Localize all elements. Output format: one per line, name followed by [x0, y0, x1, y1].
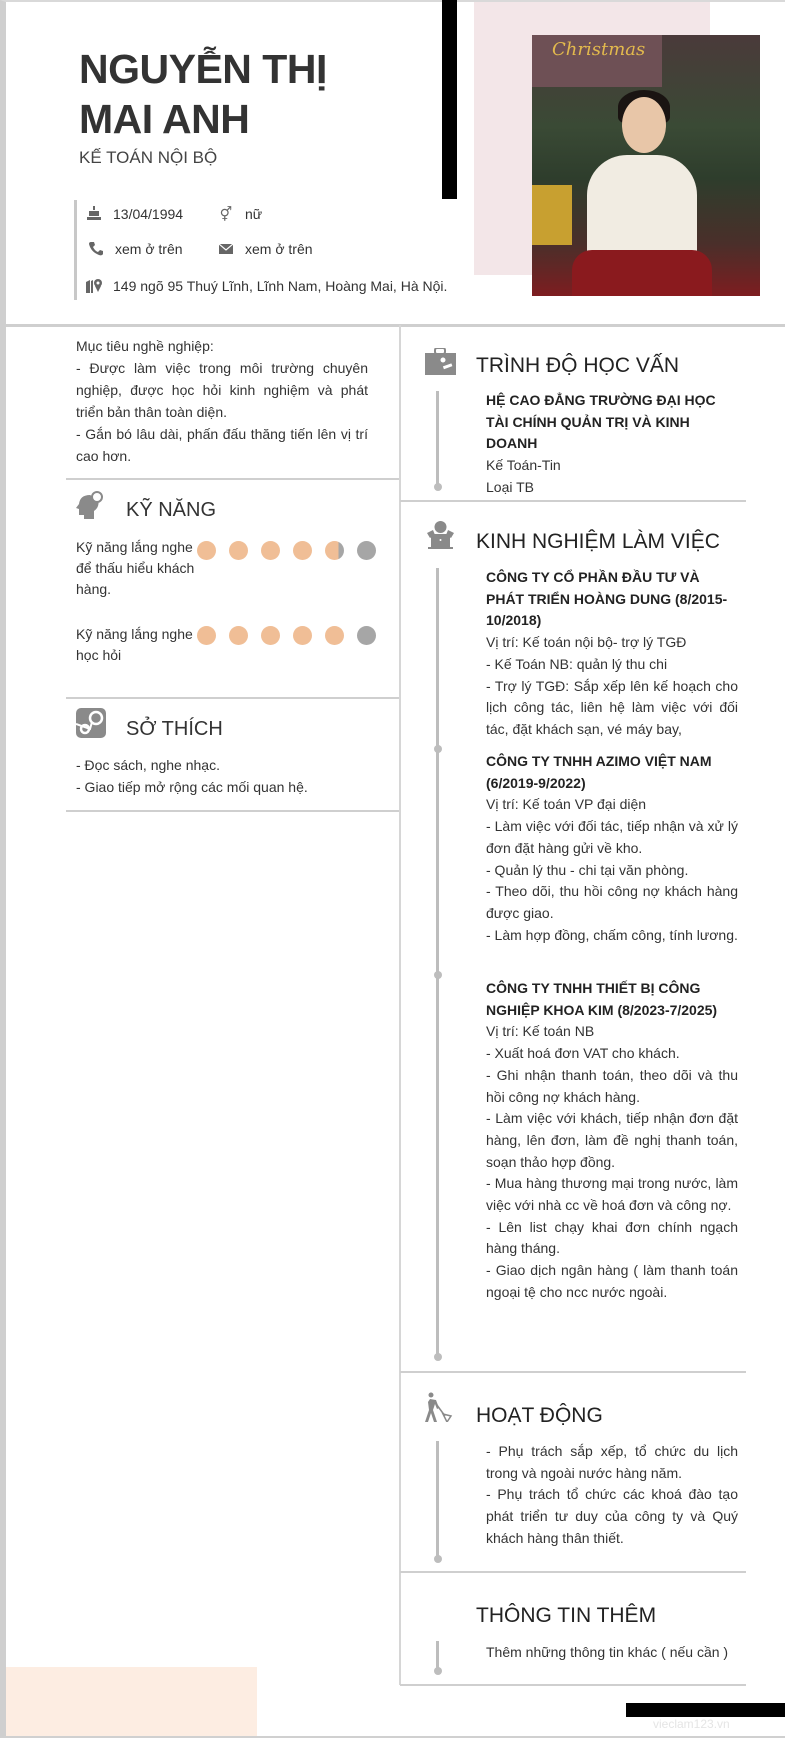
job-line: - Theo dõi, thu hồi công nợ khách hàng được giao. — [486, 883, 738, 921]
photo-skirt — [572, 250, 712, 296]
gender-icon: ⚥ — [219, 206, 233, 222]
phone-icon — [87, 241, 105, 257]
rating-dot-filled — [293, 626, 312, 645]
hobbies-list — [76, 755, 396, 798]
hobby-item: - Giao tiếp mở rộng các mối quan hệ. — [76, 778, 308, 795]
birthday-row — [85, 206, 183, 222]
career-objective — [76, 335, 368, 467]
job-line: - Làm việc với khách, tiếp nhận đơn đặt hàng, lên đơn, làm đề nghị thanh toán, soạn thảo hợp đồng. — [486, 1110, 738, 1170]
activities-timeline — [436, 1441, 439, 1559]
job-company: CÔNG TY CỔ PHẦN ĐẦU TƯ VÀ PHÁT TRIỂN HOÀNG DUNG (8/2015-10/2018) — [486, 569, 728, 629]
candidate-name: NGUYỄN THỊ MAI ANH — [79, 46, 327, 142]
birthday-value: 13/04/1994 — [113, 206, 184, 222]
timeline-dot — [434, 745, 442, 753]
rating-dot-partial — [325, 541, 344, 560]
address-row — [85, 278, 447, 294]
photo-sign-text: Christmas — [552, 39, 646, 60]
rating-dot-filled — [261, 626, 280, 645]
education-divider — [400, 500, 746, 502]
timeline-dot — [434, 1353, 442, 1361]
activity-item: - Phụ trách sắp xếp, tổ chức du lịch trong và ngoài nước hàng năm. — [486, 1443, 738, 1481]
rating-dot-filled — [197, 541, 216, 560]
hobbies-title: SỞ THÍCH — [126, 718, 223, 740]
education-timeline — [436, 391, 439, 486]
skills-divider — [66, 697, 399, 699]
rating-dot-empty — [357, 541, 376, 560]
cake-icon — [85, 206, 103, 222]
skill-1-rating — [197, 541, 376, 560]
decorative-peach-box — [6, 1667, 257, 1736]
job-entry-3 — [486, 978, 738, 1304]
activities-title: HOẠT ĐỘNG — [476, 1404, 603, 1427]
phone-value[interactable]: xem ở trên — [115, 241, 183, 257]
worker-shovel-icon — [425, 1392, 453, 1427]
job-company: CÔNG TY TNHH AZIMO VIỆT NAM (6/2019-9/2022) — [486, 753, 712, 791]
address-value: 149 ngõ 95 Thuý Lĩnh, Lĩnh Nam, Hoàng Mai, Hà Nội. — [113, 278, 448, 294]
grade: Loại TB — [486, 478, 534, 495]
photo-face — [622, 97, 666, 153]
rating-dot-filled — [325, 626, 344, 645]
gender-value: nữ — [245, 206, 263, 222]
job-line: Vị trí: Kế toán nội bộ- trợ lý TGĐ — [486, 634, 687, 651]
decorative-black-strip — [626, 1703, 785, 1717]
objective-line-2: - Gắn bó lâu dài, phấn đấu thăng tiến lên vị trí cao hơn. — [76, 426, 368, 464]
rating-dot-filled — [229, 626, 248, 645]
job-line: - Làm việc với đối tác, tiếp nhận và xử lý đơn đặt hàng gửi về kho. — [486, 818, 738, 856]
rating-dot-empty — [357, 626, 376, 645]
photo-gift — [532, 185, 572, 245]
skill-1-label: Kỹ năng lắng nghe để thấu hiểu khách hàng. — [76, 539, 195, 597]
experience-divider — [400, 1371, 746, 1373]
skill-2-label: Kỹ năng lắng nghe học hỏi — [76, 626, 193, 663]
job-line: - Ghi nhận thanh toán, theo dõi và thu hồi công nợ khách hàng. — [486, 1066, 738, 1105]
decorative-black-bar — [442, 0, 457, 199]
map-pin-icon — [85, 278, 103, 294]
job-line: - Giao dịch ngân hàng ( làm thanh toán ngoại tệ cho ncc nước ngoài. — [486, 1262, 738, 1300]
activity-item: - Phụ trách tổ chức các khoá đào tạo phát triển tư duy của công ty và Quý khách hàng thân thiết. — [486, 1486, 738, 1546]
rating-dot-filled — [293, 541, 312, 560]
email-value[interactable]: xem ở trên — [245, 241, 313, 257]
timeline-dot — [434, 971, 442, 979]
rating-dot-filled — [261, 541, 280, 560]
objective-divider — [66, 478, 399, 480]
timeline-dot — [434, 483, 442, 491]
job-line: - Mua hàng thương mại trong nước, làm việc với nhà cc về hoá đơn và công nợ. — [486, 1175, 738, 1214]
steam-icon — [76, 708, 106, 743]
gender-row — [217, 206, 262, 222]
job-company: CÔNG TY TNHH THIẾT BỊ CÔNG NGHIỆP KHOA KIM (8/2023-7/2025) — [486, 980, 718, 1018]
experience-timeline — [436, 568, 439, 1357]
job-line: - Lên list chạy khai đơn chính ngạch hàng tháng. — [486, 1218, 738, 1257]
job-line: - Trợ lý TGĐ: Sắp xếp lên kế hoạch cho lịch công tác, liên hệ làm việc với đối tác, đặt khách sạn, vé máy bay, — [486, 677, 738, 737]
profile-photo — [532, 35, 760, 296]
education-entry — [486, 390, 740, 499]
header-divider — [6, 324, 785, 327]
envelope-icon — [217, 241, 235, 257]
rating-dot-filled — [197, 626, 216, 645]
experience-title: KINH NGHIỆM LÀM VIỆC — [476, 530, 720, 553]
phone-row — [87, 241, 183, 257]
job-line: - Làm hợp đồng, chấm công, tính lương. — [486, 926, 738, 943]
education-title: TRÌNH ĐỘ HỌC VẤN — [476, 354, 680, 377]
contact-info — [74, 200, 454, 300]
job-line: - Xuất hoá đơn VAT cho khách. — [486, 1045, 680, 1062]
activities-divider — [400, 1571, 746, 1573]
school-name: HỆ CAO ĐẲNG TRƯỜNG ĐẠI HỌC TÀI CHÍNH QUẢN TRỊ VÀ KINH DOANH — [486, 392, 716, 452]
additional-title: THÔNG TIN THÊM — [476, 1604, 657, 1627]
timeline-dot — [434, 1667, 442, 1675]
person-laptop-icon — [425, 521, 456, 554]
activities-list — [486, 1441, 738, 1550]
job-entry-1 — [486, 567, 738, 741]
job-line: Vị trí: Kế toán NB — [486, 1023, 595, 1040]
skills-title: KỸ NĂNG — [126, 499, 217, 521]
briefcase-icon — [425, 348, 456, 381]
watermark: vieclam123.vn — [653, 1717, 730, 1731]
photo-coat — [587, 155, 697, 260]
head-lightbulb-icon — [76, 489, 106, 524]
job-entry-2 — [486, 751, 738, 946]
objective-title: Mục tiêu nghề nghiệp: — [76, 338, 214, 354]
skill-2-rating — [197, 626, 376, 645]
additional-divider — [400, 1684, 746, 1686]
column-divider — [399, 325, 401, 1685]
job-line: - Quản lý thu - chi tại văn phòng. — [486, 861, 689, 878]
objective-line-1: - Được làm việc trong môi trường chuyên nghiệp, được học hỏi kinh nghiệm và phát triển bản thân toàn diện. — [76, 360, 368, 420]
hobbies-divider — [66, 810, 399, 812]
timeline-dot — [434, 1555, 442, 1563]
hobby-item: - Đọc sách, nghe nhạc. — [76, 757, 220, 773]
job-line: Vị trí: Kế toán VP đại diện — [486, 796, 647, 813]
email-row — [217, 241, 313, 257]
job-line: - Kế Toán NB: quản lý thu chi — [486, 655, 668, 672]
rating-dot-filled — [229, 541, 248, 560]
major: Kế Toán-Tin — [486, 457, 561, 474]
job-title: KẾ TOÁN NỘI BỘ — [79, 148, 218, 167]
additional-text: Thêm những thông tin khác ( nếu cần ) — [486, 1644, 729, 1660]
